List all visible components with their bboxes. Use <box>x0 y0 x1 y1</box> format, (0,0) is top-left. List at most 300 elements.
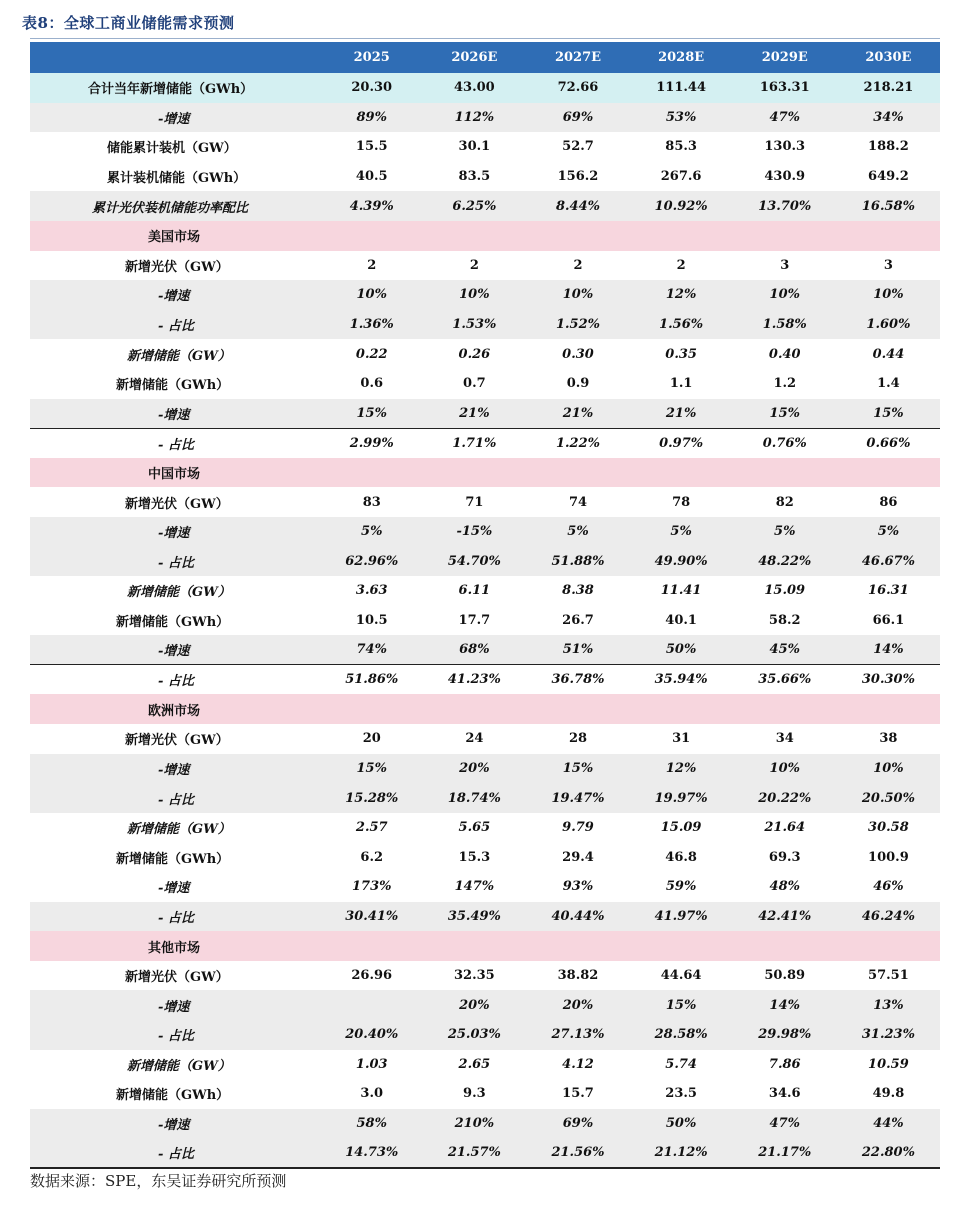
table-cell: 46.8 <box>630 842 733 872</box>
table-cell: 19.97% <box>630 783 733 813</box>
table-cell: 38.82 <box>526 961 629 991</box>
table-cell: 20.22% <box>733 783 837 813</box>
table-cell: 2 <box>422 251 526 281</box>
table-cell <box>733 694 837 724</box>
table-cell: 0.40 <box>733 339 837 369</box>
region-header-row <box>30 694 940 724</box>
table-cell: 82 <box>733 487 837 517</box>
table-cell: 27.13% <box>526 1020 629 1050</box>
table-cell: 15.3 <box>422 842 526 872</box>
row-label: 新增光伏（GW） <box>30 251 321 281</box>
table-cell <box>837 694 940 724</box>
table-cell: 47% <box>733 103 837 133</box>
table-row <box>30 783 940 813</box>
table-cell: 5% <box>837 517 940 547</box>
row-label: - 占比 <box>30 665 321 695</box>
table-cell: 21.56% <box>526 1138 629 1168</box>
table-cell: 47% <box>733 1109 837 1139</box>
column-header: 2028E <box>630 42 733 73</box>
row-label: -增速 <box>30 280 321 310</box>
table-cell: 50% <box>630 635 733 665</box>
table-cell: 51% <box>526 635 629 665</box>
table-cell: 0.66% <box>837 428 940 458</box>
title-divider <box>30 38 940 39</box>
column-header: 2026E <box>422 42 526 73</box>
table-cell: 14% <box>837 635 940 665</box>
table-row <box>30 428 940 458</box>
table-cell: 16.31 <box>837 576 940 606</box>
table-cell <box>422 694 526 724</box>
table-cell: 43.00 <box>422 73 526 103</box>
table-cell <box>733 458 837 488</box>
table-cell: 17.7 <box>422 606 526 636</box>
table-cell: 35.66% <box>733 665 837 695</box>
region-header-row <box>30 221 940 251</box>
table-header-row <box>30 42 940 73</box>
table-cell: 51.88% <box>526 547 629 577</box>
table-cell: 10% <box>526 280 629 310</box>
table-cell: 1.4 <box>837 369 940 399</box>
table-row <box>30 1050 940 1080</box>
table-row <box>30 1079 940 1109</box>
table-row <box>30 280 940 310</box>
table-cell: 62.96% <box>321 547 422 577</box>
table-cell: 46.67% <box>837 547 940 577</box>
table-cell: 29.4 <box>526 842 629 872</box>
row-label: 新增光伏（GW） <box>30 724 321 754</box>
table-cell: 34.6 <box>733 1079 837 1109</box>
table-cell: 44% <box>837 1109 940 1139</box>
table-cell: 30.1 <box>422 132 526 162</box>
table-cell: 51.86% <box>321 665 422 695</box>
table-cell <box>321 458 422 488</box>
table-cell: 21.64 <box>733 813 837 843</box>
row-label: -增速 <box>30 990 321 1020</box>
table-cell <box>321 990 422 1020</box>
table-cell: 68% <box>422 635 526 665</box>
table-cell: 40.5 <box>321 162 422 192</box>
table-cell: 11.41 <box>630 576 733 606</box>
row-label: - 占比 <box>30 783 321 813</box>
table-cell: 173% <box>321 872 422 902</box>
table-cell: 267.6 <box>630 162 733 192</box>
table-body <box>30 73 940 1168</box>
table-row <box>30 990 940 1020</box>
forecast-table <box>30 42 940 1169</box>
row-label: -增速 <box>30 103 321 133</box>
table-cell: 74% <box>321 635 422 665</box>
table-cell: 3 <box>733 251 837 281</box>
table-cell: 210% <box>422 1109 526 1139</box>
table-cell <box>422 931 526 961</box>
table-cell: 46.24% <box>837 902 940 932</box>
table-cell: 15.5 <box>321 132 422 162</box>
table-cell: 40.44% <box>526 902 629 932</box>
table-cell: 21% <box>526 399 629 429</box>
table-cell: 42.41% <box>733 902 837 932</box>
table-cell: 1.58% <box>733 310 837 340</box>
table-cell: 15.09 <box>733 576 837 606</box>
table-cell: 29.98% <box>733 1020 837 1050</box>
table-row <box>30 1109 940 1139</box>
column-header: 2030E <box>837 42 940 73</box>
table-cell: 10% <box>837 754 940 784</box>
table-cell: 18.74% <box>422 783 526 813</box>
table-cell: 15% <box>321 754 422 784</box>
table-cell: 9.3 <box>422 1079 526 1109</box>
column-header: 2025 <box>321 42 422 73</box>
table-cell: 5% <box>733 517 837 547</box>
table-cell: 20% <box>422 754 526 784</box>
table-cell: 8.38 <box>526 576 629 606</box>
table-cell: 72.66 <box>526 73 629 103</box>
table-cell: 21.57% <box>422 1138 526 1168</box>
table-cell: 41.23% <box>422 665 526 695</box>
table-cell: 85.3 <box>630 132 733 162</box>
table-cell: 0.9 <box>526 369 629 399</box>
table-cell: 24 <box>422 724 526 754</box>
row-label: 新增储能（GW） <box>30 1050 321 1080</box>
table-cell: 1.2 <box>733 369 837 399</box>
table-cell: 13% <box>837 990 940 1020</box>
table-cell: 31 <box>630 724 733 754</box>
table-cell <box>630 931 733 961</box>
table-cell <box>526 931 629 961</box>
table-cell: 10% <box>837 280 940 310</box>
table-row <box>30 842 940 872</box>
row-label: 新增光伏（GW） <box>30 961 321 991</box>
table-cell: 2.57 <box>321 813 422 843</box>
table-cell: 40.1 <box>630 606 733 636</box>
table-cell: 15.09 <box>630 813 733 843</box>
table-cell: 86 <box>837 487 940 517</box>
table-row <box>30 724 940 754</box>
table-cell: 1.22% <box>526 428 629 458</box>
table-cell: 156.2 <box>526 162 629 192</box>
table-cell: 15% <box>630 990 733 1020</box>
table-cell: 28 <box>526 724 629 754</box>
table-cell: 7.86 <box>733 1050 837 1080</box>
row-label: 新增储能（GWh） <box>30 606 321 636</box>
table-cell: 21.12% <box>630 1138 733 1168</box>
table-cell: 10% <box>733 754 837 784</box>
table-cell: 9.79 <box>526 813 629 843</box>
table-row <box>30 369 940 399</box>
table-cell: 3.0 <box>321 1079 422 1109</box>
table-cell: 112% <box>422 103 526 133</box>
row-label: 新增储能（GW） <box>30 813 321 843</box>
table-cell: 3.63 <box>321 576 422 606</box>
table-cell: 50% <box>630 1109 733 1139</box>
table-cell: 16.58% <box>837 191 940 221</box>
table-cell: 20.30 <box>321 73 422 103</box>
row-label: 其他市场 <box>30 931 321 961</box>
table-cell: -15% <box>422 517 526 547</box>
table-cell: 0.7 <box>422 369 526 399</box>
table-cell: 26.7 <box>526 606 629 636</box>
table-row <box>30 339 940 369</box>
table-cell: 3 <box>837 251 940 281</box>
row-label: -增速 <box>30 517 321 547</box>
table-row <box>30 1138 940 1168</box>
table-cell: 20% <box>422 990 526 1020</box>
table-row <box>30 399 940 429</box>
table-cell: 69.3 <box>733 842 837 872</box>
table-cell: 30.41% <box>321 902 422 932</box>
table-cell: 50.89 <box>733 961 837 991</box>
table-cell: 57.51 <box>837 961 940 991</box>
table-cell: 25.03% <box>422 1020 526 1050</box>
table-row <box>30 961 940 991</box>
row-label: - 占比 <box>30 902 321 932</box>
table-cell <box>321 694 422 724</box>
table-cell: 10.59 <box>837 1050 940 1080</box>
table-cell: 28.58% <box>630 1020 733 1050</box>
table-cell: 2 <box>630 251 733 281</box>
table-cell: 20.40% <box>321 1020 422 1050</box>
table-cell: 21.17% <box>733 1138 837 1168</box>
table-cell: 2 <box>321 251 422 281</box>
table-cell: 35.49% <box>422 902 526 932</box>
row-label: - 占比 <box>30 1138 321 1168</box>
table-cell: 20.50% <box>837 783 940 813</box>
row-label: 新增光伏（GW） <box>30 487 321 517</box>
table-cell: 649.2 <box>837 162 940 192</box>
table-cell: 1.36% <box>321 310 422 340</box>
table-cell: 0.76% <box>733 428 837 458</box>
table-cell: 69% <box>526 1109 629 1139</box>
table-cell: 0.6 <box>321 369 422 399</box>
row-label: - 占比 <box>30 428 321 458</box>
source-note: 数据来源：SPE，东吴证券研究所预测 <box>30 1172 287 1190</box>
table-cell: 45% <box>733 635 837 665</box>
table-row <box>30 754 940 784</box>
table-cell: 13.70% <box>733 191 837 221</box>
row-label: 累计光伏装机储能功率配比 <box>30 191 321 221</box>
table-row <box>30 635 940 665</box>
row-label: - 占比 <box>30 547 321 577</box>
row-label: 新增储能（GWh） <box>30 1079 321 1109</box>
table-cell: 1.56% <box>630 310 733 340</box>
table-cell: 66.1 <box>837 606 940 636</box>
table-cell <box>733 221 837 251</box>
row-label: - 占比 <box>30 1020 321 1050</box>
row-label: 新增储能（GWh） <box>30 842 321 872</box>
table-row <box>30 606 940 636</box>
table-cell: 6.2 <box>321 842 422 872</box>
table-cell: 147% <box>422 872 526 902</box>
table-cell: 14% <box>733 990 837 1020</box>
table-cell: 5% <box>321 517 422 547</box>
table-cell: 35.94% <box>630 665 733 695</box>
table-cell: 10.92% <box>630 191 733 221</box>
table-cell: 1.60% <box>837 310 940 340</box>
table-cell: 10% <box>733 280 837 310</box>
table-cell: 1.1 <box>630 369 733 399</box>
table-cell: 22.80% <box>837 1138 940 1168</box>
table-cell: 20 <box>321 724 422 754</box>
table-cell: 34 <box>733 724 837 754</box>
table-cell: 15% <box>733 399 837 429</box>
row-label: 新增储能（GW） <box>30 576 321 606</box>
table-cell <box>733 931 837 961</box>
table-cell: 2.99% <box>321 428 422 458</box>
table-cell: 83.5 <box>422 162 526 192</box>
table-row <box>30 487 940 517</box>
table-cell: 71 <box>422 487 526 517</box>
table-cell: 0.44 <box>837 339 940 369</box>
table-cell: 430.9 <box>733 162 837 192</box>
row-label: 累计装机储能（GWh） <box>30 162 321 192</box>
table-cell: 32.35 <box>422 961 526 991</box>
table-cell: 5% <box>526 517 629 547</box>
row-label: -增速 <box>30 872 321 902</box>
table-cell: 5% <box>630 517 733 547</box>
table-title: 表8：全球工商业储能需求预测 <box>22 14 235 32</box>
column-header <box>30 42 321 73</box>
table-cell: 15.7 <box>526 1079 629 1109</box>
table-cell <box>321 221 422 251</box>
table-cell: 5.74 <box>630 1050 733 1080</box>
table-cell: 48.22% <box>733 547 837 577</box>
table-cell: 6.25% <box>422 191 526 221</box>
table-cell <box>321 931 422 961</box>
table-cell: 15% <box>526 754 629 784</box>
row-label: -增速 <box>30 635 321 665</box>
table-cell: 69% <box>526 103 629 133</box>
table-cell: 93% <box>526 872 629 902</box>
table-cell: 44.64 <box>630 961 733 991</box>
table-cell: 163.31 <box>733 73 837 103</box>
table-cell: 2 <box>526 251 629 281</box>
table-row <box>30 191 940 221</box>
table-cell <box>630 458 733 488</box>
table-cell: 38 <box>837 724 940 754</box>
table-cell: 48% <box>733 872 837 902</box>
table-cell: 100.9 <box>837 842 940 872</box>
table-cell: 41.97% <box>630 902 733 932</box>
table-cell: 58% <box>321 1109 422 1139</box>
table-cell: 188.2 <box>837 132 940 162</box>
table-row <box>30 902 940 932</box>
row-label: 欧洲市场 <box>30 694 321 724</box>
table-cell: 30.58 <box>837 813 940 843</box>
table-cell: 49.8 <box>837 1079 940 1109</box>
table-cell: 4.12 <box>526 1050 629 1080</box>
table-cell: 0.35 <box>630 339 733 369</box>
table-cell <box>422 458 526 488</box>
table-row <box>30 310 940 340</box>
table-cell: 83 <box>321 487 422 517</box>
table-cell: 111.44 <box>630 73 733 103</box>
table-cell <box>837 458 940 488</box>
table-cell: 23.5 <box>630 1079 733 1109</box>
table-cell: 0.26 <box>422 339 526 369</box>
region-header-row <box>30 458 940 488</box>
table-cell: 0.30 <box>526 339 629 369</box>
table-cell: 12% <box>630 280 733 310</box>
table-cell: 1.52% <box>526 310 629 340</box>
table-cell: 10% <box>422 280 526 310</box>
table-cell: 89% <box>321 103 422 133</box>
table-row <box>30 1020 940 1050</box>
table-cell: 1.71% <box>422 428 526 458</box>
row-label: 美国市场 <box>30 221 321 251</box>
column-header: 2027E <box>526 42 629 73</box>
table-cell: 10% <box>321 280 422 310</box>
table-cell <box>526 458 629 488</box>
table-cell: 4.39% <box>321 191 422 221</box>
table-cell: 74 <box>526 487 629 517</box>
table-cell: 130.3 <box>733 132 837 162</box>
region-header-row <box>30 931 940 961</box>
table-row <box>30 576 940 606</box>
row-label: -增速 <box>30 399 321 429</box>
table-cell: 46% <box>837 872 940 902</box>
table-cell: 12% <box>630 754 733 784</box>
table-cell <box>630 221 733 251</box>
table-cell: 218.21 <box>837 73 940 103</box>
table-cell: 53% <box>630 103 733 133</box>
table-cell: 8.44% <box>526 191 629 221</box>
table-cell: 30.30% <box>837 665 940 695</box>
table-cell: 2.65 <box>422 1050 526 1080</box>
table-cell: 0.97% <box>630 428 733 458</box>
table-cell: 14.73% <box>321 1138 422 1168</box>
table-row <box>30 162 940 192</box>
table-cell: 49.90% <box>630 547 733 577</box>
table-cell: 21% <box>630 399 733 429</box>
row-label: -增速 <box>30 754 321 784</box>
table-cell: 19.47% <box>526 783 629 813</box>
table-cell: 1.03 <box>321 1050 422 1080</box>
table-row <box>30 547 940 577</box>
table-cell: 34% <box>837 103 940 133</box>
table-row <box>30 813 940 843</box>
row-label: - 占比 <box>30 310 321 340</box>
table-cell: 31.23% <box>837 1020 940 1050</box>
column-header: 2029E <box>733 42 837 73</box>
table-cell: 26.96 <box>321 961 422 991</box>
table-cell <box>837 221 940 251</box>
table-cell: 10.5 <box>321 606 422 636</box>
table-cell <box>630 694 733 724</box>
table-cell: 0.22 <box>321 339 422 369</box>
table-row <box>30 517 940 547</box>
table-cell: 59% <box>630 872 733 902</box>
table-row <box>30 73 940 103</box>
table-cell: 15% <box>837 399 940 429</box>
row-label: -增速 <box>30 1109 321 1139</box>
table-cell: 6.11 <box>422 576 526 606</box>
row-label: 合计当年新增储能（GWh） <box>30 73 321 103</box>
table-cell <box>526 694 629 724</box>
table-cell: 36.78% <box>526 665 629 695</box>
row-label: 中国市场 <box>30 458 321 488</box>
table-row <box>30 872 940 902</box>
row-label: 新增储能（GWh） <box>30 369 321 399</box>
table-cell: 15.28% <box>321 783 422 813</box>
table-cell: 58.2 <box>733 606 837 636</box>
table-cell: 5.65 <box>422 813 526 843</box>
table-row <box>30 251 940 281</box>
table-cell: 54.70% <box>422 547 526 577</box>
table-cell: 15% <box>321 399 422 429</box>
row-label: 新增储能（GW） <box>30 339 321 369</box>
table-cell <box>526 221 629 251</box>
row-label: 储能累计装机（GW） <box>30 132 321 162</box>
table-row <box>30 665 940 695</box>
